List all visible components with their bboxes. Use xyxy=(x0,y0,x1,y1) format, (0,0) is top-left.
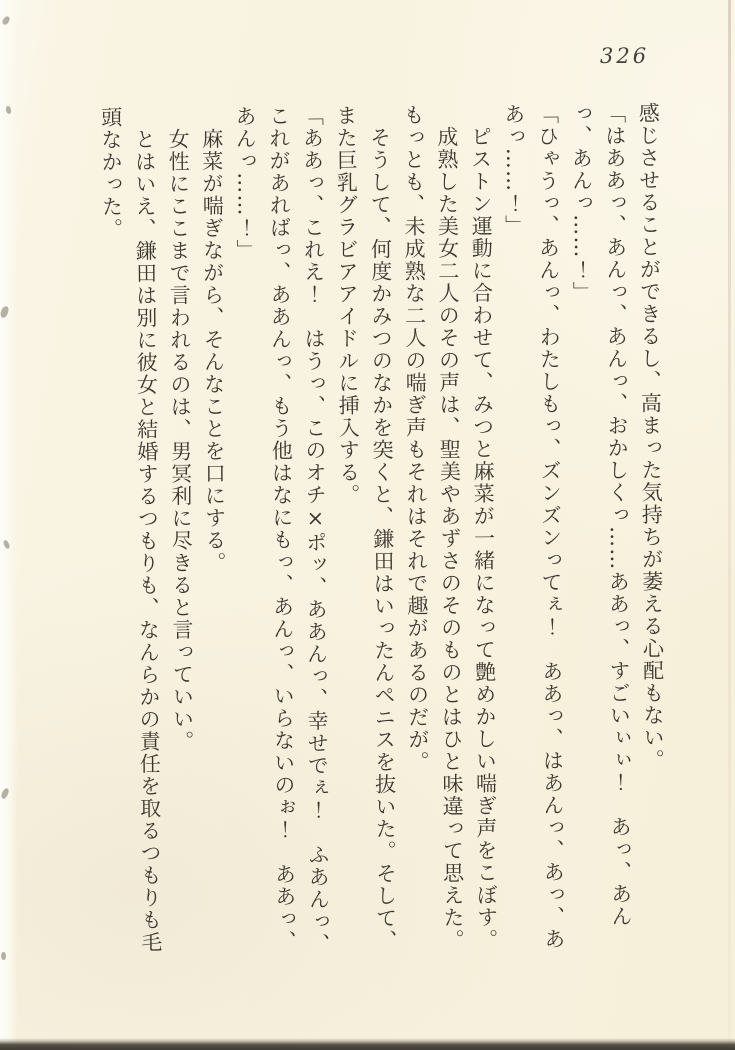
paragraph-9: 女性にここまで言われるのは、男冥利に尽きると言っていい。 xyxy=(165,105,195,753)
binding-mark xyxy=(5,105,12,114)
page-number: 326 xyxy=(600,44,650,68)
binding-mark xyxy=(0,787,9,799)
paragraph-8: 麻菜が喘ぎながら、そんなことを口にする。 xyxy=(199,105,227,574)
page-binding-edge xyxy=(0,0,18,1050)
body-text xyxy=(93,102,671,966)
binding-mark xyxy=(2,539,11,549)
paragraph-10: とはいえ、鎌田は別に彼女と結婚するつもりも、なんらかの責任を取るつもりも毛頭なかった。 xyxy=(98,105,163,954)
binding-mark xyxy=(0,305,9,318)
binding-mark xyxy=(1,15,10,26)
paragraph-4: ピストン運動に合わせて、みつと麻菜が一緒になって艶めかしい喘ぎ声をこぼす。 xyxy=(468,103,499,951)
paragraph-3: 「ひゃうっ、あんっ、わたしもっ、ズンズンってぇ！ ああっ、はあんっ、あっ、ああっ……！」 xyxy=(501,102,566,951)
paragraph-2: 「はああっ、あんっ、あんっ、おかしくっ……ああっ、すごいぃぃ！ あっ、あんっ、あんっ……！」 xyxy=(568,102,633,928)
scan-bottom-shadow xyxy=(0,1038,735,1050)
paragraph-5: 成熟した美女二人のその声は、聖美やあずさのそのものとはひと味違って思えた。もっとも、未成熟な二人の喘ぎ声もそれはそれで趣があるのだが。 xyxy=(400,103,466,952)
binding-mark xyxy=(0,952,6,961)
page-crease xyxy=(728,0,731,1050)
paragraph-6: そうして、何度かみつのなかを突くと、鎌田はいったんペニスを抜いた。そして、また巨乳グラビアアイドルに挿入する。 xyxy=(333,104,398,952)
paragraph-1: 感じさせることができるし、高まった気持ちが萎える心配もない。 xyxy=(636,102,666,772)
paragraph-7: 「ああっ、これえ！ はうっ、このオチ×ポッ、ああんっ、幸せでぇ！ ふあんっ、これがあればっ、ああんっ、もう他はなにもっ、あんっ、いらないのぉ！ ああっ、あんっ……！」 xyxy=(232,104,331,956)
